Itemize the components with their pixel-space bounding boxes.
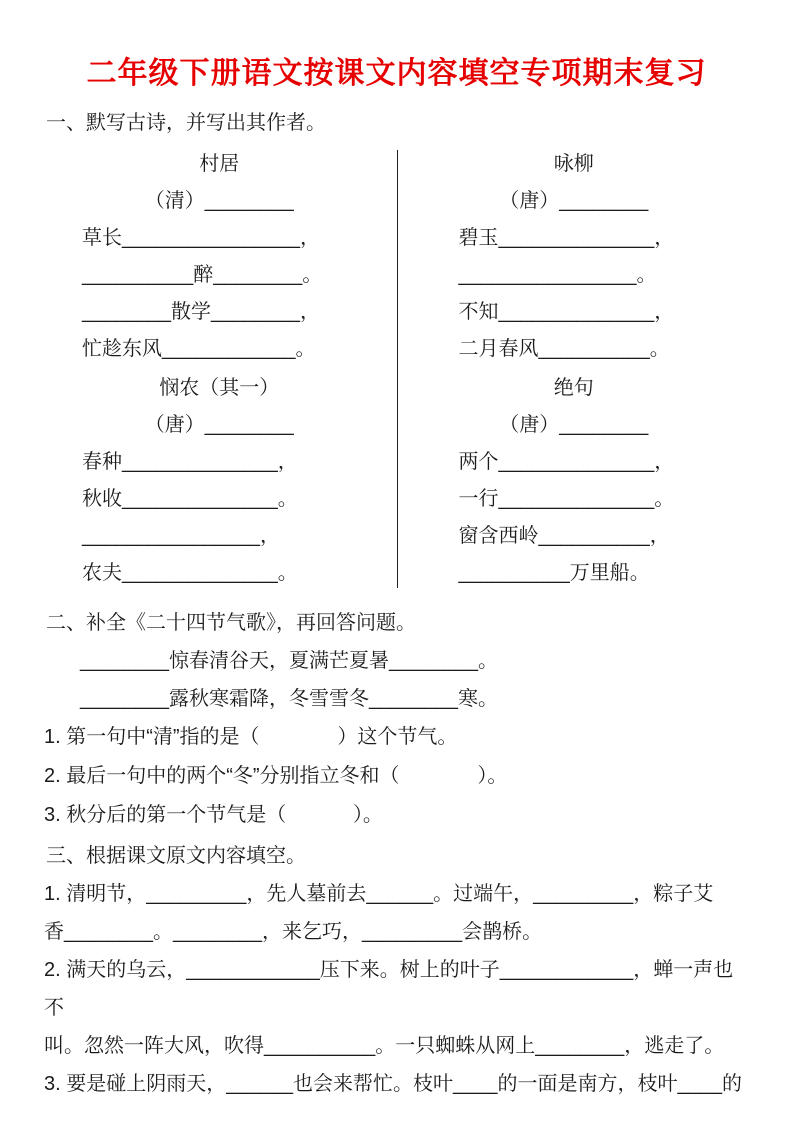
poem-line-blank: 窗含西岭__________，	[458, 525, 670, 547]
column-divider	[397, 150, 398, 588]
section1-heading: 一、默写古诗，并写出其作者。	[46, 112, 326, 134]
poem-line-blank: ________________，	[82, 525, 280, 547]
poem-jueju	[397, 370, 752, 592]
poems-right-column	[397, 146, 752, 594]
poem-line-blank: 农夫______________。	[82, 562, 298, 584]
question-2: 2. 最后一句中的两个“冬”分别指立冬和（ ）。	[44, 765, 508, 787]
poem-line-blank: 一行______________。	[458, 488, 675, 510]
poem-line-blank: 忙趁东风____________。	[82, 338, 316, 360]
question-1: 1. 第一句中“清”指的是（ ）这个节气。	[44, 726, 458, 748]
poem-line-blank: 不知______________，	[458, 301, 675, 323]
poem-title: 绝句	[553, 377, 594, 399]
poem-cunju	[42, 146, 397, 368]
fill-item-1-line: 香________。________，来乞巧，_________会鹊桥。	[44, 921, 543, 943]
poem-title: 悯农（其一）	[159, 377, 280, 399]
page-title: 二年级下册语文按课文内容填空专项期末复习	[86, 57, 707, 90]
poem-line-blank: 两个______________，	[458, 451, 675, 473]
poem-author-blank: （唐）________	[499, 414, 649, 436]
section2-heading: 二、补全《二十四节气歌》，再回答问题。	[46, 612, 416, 634]
poem-line-blank: __________万里船。	[458, 562, 650, 584]
poem-line-blank: 草长________________，	[82, 227, 320, 249]
fill-item-2-line: 2. 满天的乌云，____________压下来。树上的叶子____________，蝉一声也不	[44, 959, 734, 1019]
poem-yongliu	[397, 146, 752, 368]
poem-title: 咏柳	[553, 153, 594, 175]
poem-author-blank: （唐）________	[144, 414, 294, 436]
fill-item-2-line: 叫。忽然一阵大风，吹得__________。一只蜘蛛从网上________，逃走了。	[44, 1035, 725, 1057]
poems-left-column	[42, 146, 397, 594]
solar-terms-song-line-blank: ________露秋寒霜降，冬雪雪冬________寒。	[80, 688, 498, 710]
poem-line-blank: ________散学________，	[82, 301, 320, 323]
poem-line-blank: 二月春风__________。	[458, 338, 670, 360]
poem-title: 村居	[199, 153, 240, 175]
poem-author-blank: （唐）________	[499, 190, 649, 212]
poem-line-blank: ________________。	[458, 264, 657, 286]
fill-item-1-line: 1. 清明节，_________，先人墓前去______。过端午，_________，粽子艾	[44, 883, 714, 905]
poem-line-blank: 碧玉______________，	[458, 227, 675, 249]
poem-minnong	[42, 370, 397, 592]
fill-item-3-line: 3. 要是碰上阴雨天，______也会来帮忙。枝叶____的一面是南方，枝叶____的	[44, 1073, 742, 1095]
question-3: 3. 秋分后的第一个节气是（ ）。	[44, 804, 383, 826]
poem-line-blank: 春种______________，	[82, 451, 298, 473]
poem-author-blank: （清）________	[144, 190, 294, 212]
solar-terms-song-line-blank: ________惊春清谷天，夏满芒夏暑________。	[80, 650, 498, 672]
section3-heading: 三、根据课文原文内容填空。	[46, 845, 306, 867]
poem-line-blank: 秋收______________。	[82, 488, 298, 510]
poem-line-blank: __________醉________。	[82, 264, 323, 286]
poems-grid	[42, 146, 751, 594]
